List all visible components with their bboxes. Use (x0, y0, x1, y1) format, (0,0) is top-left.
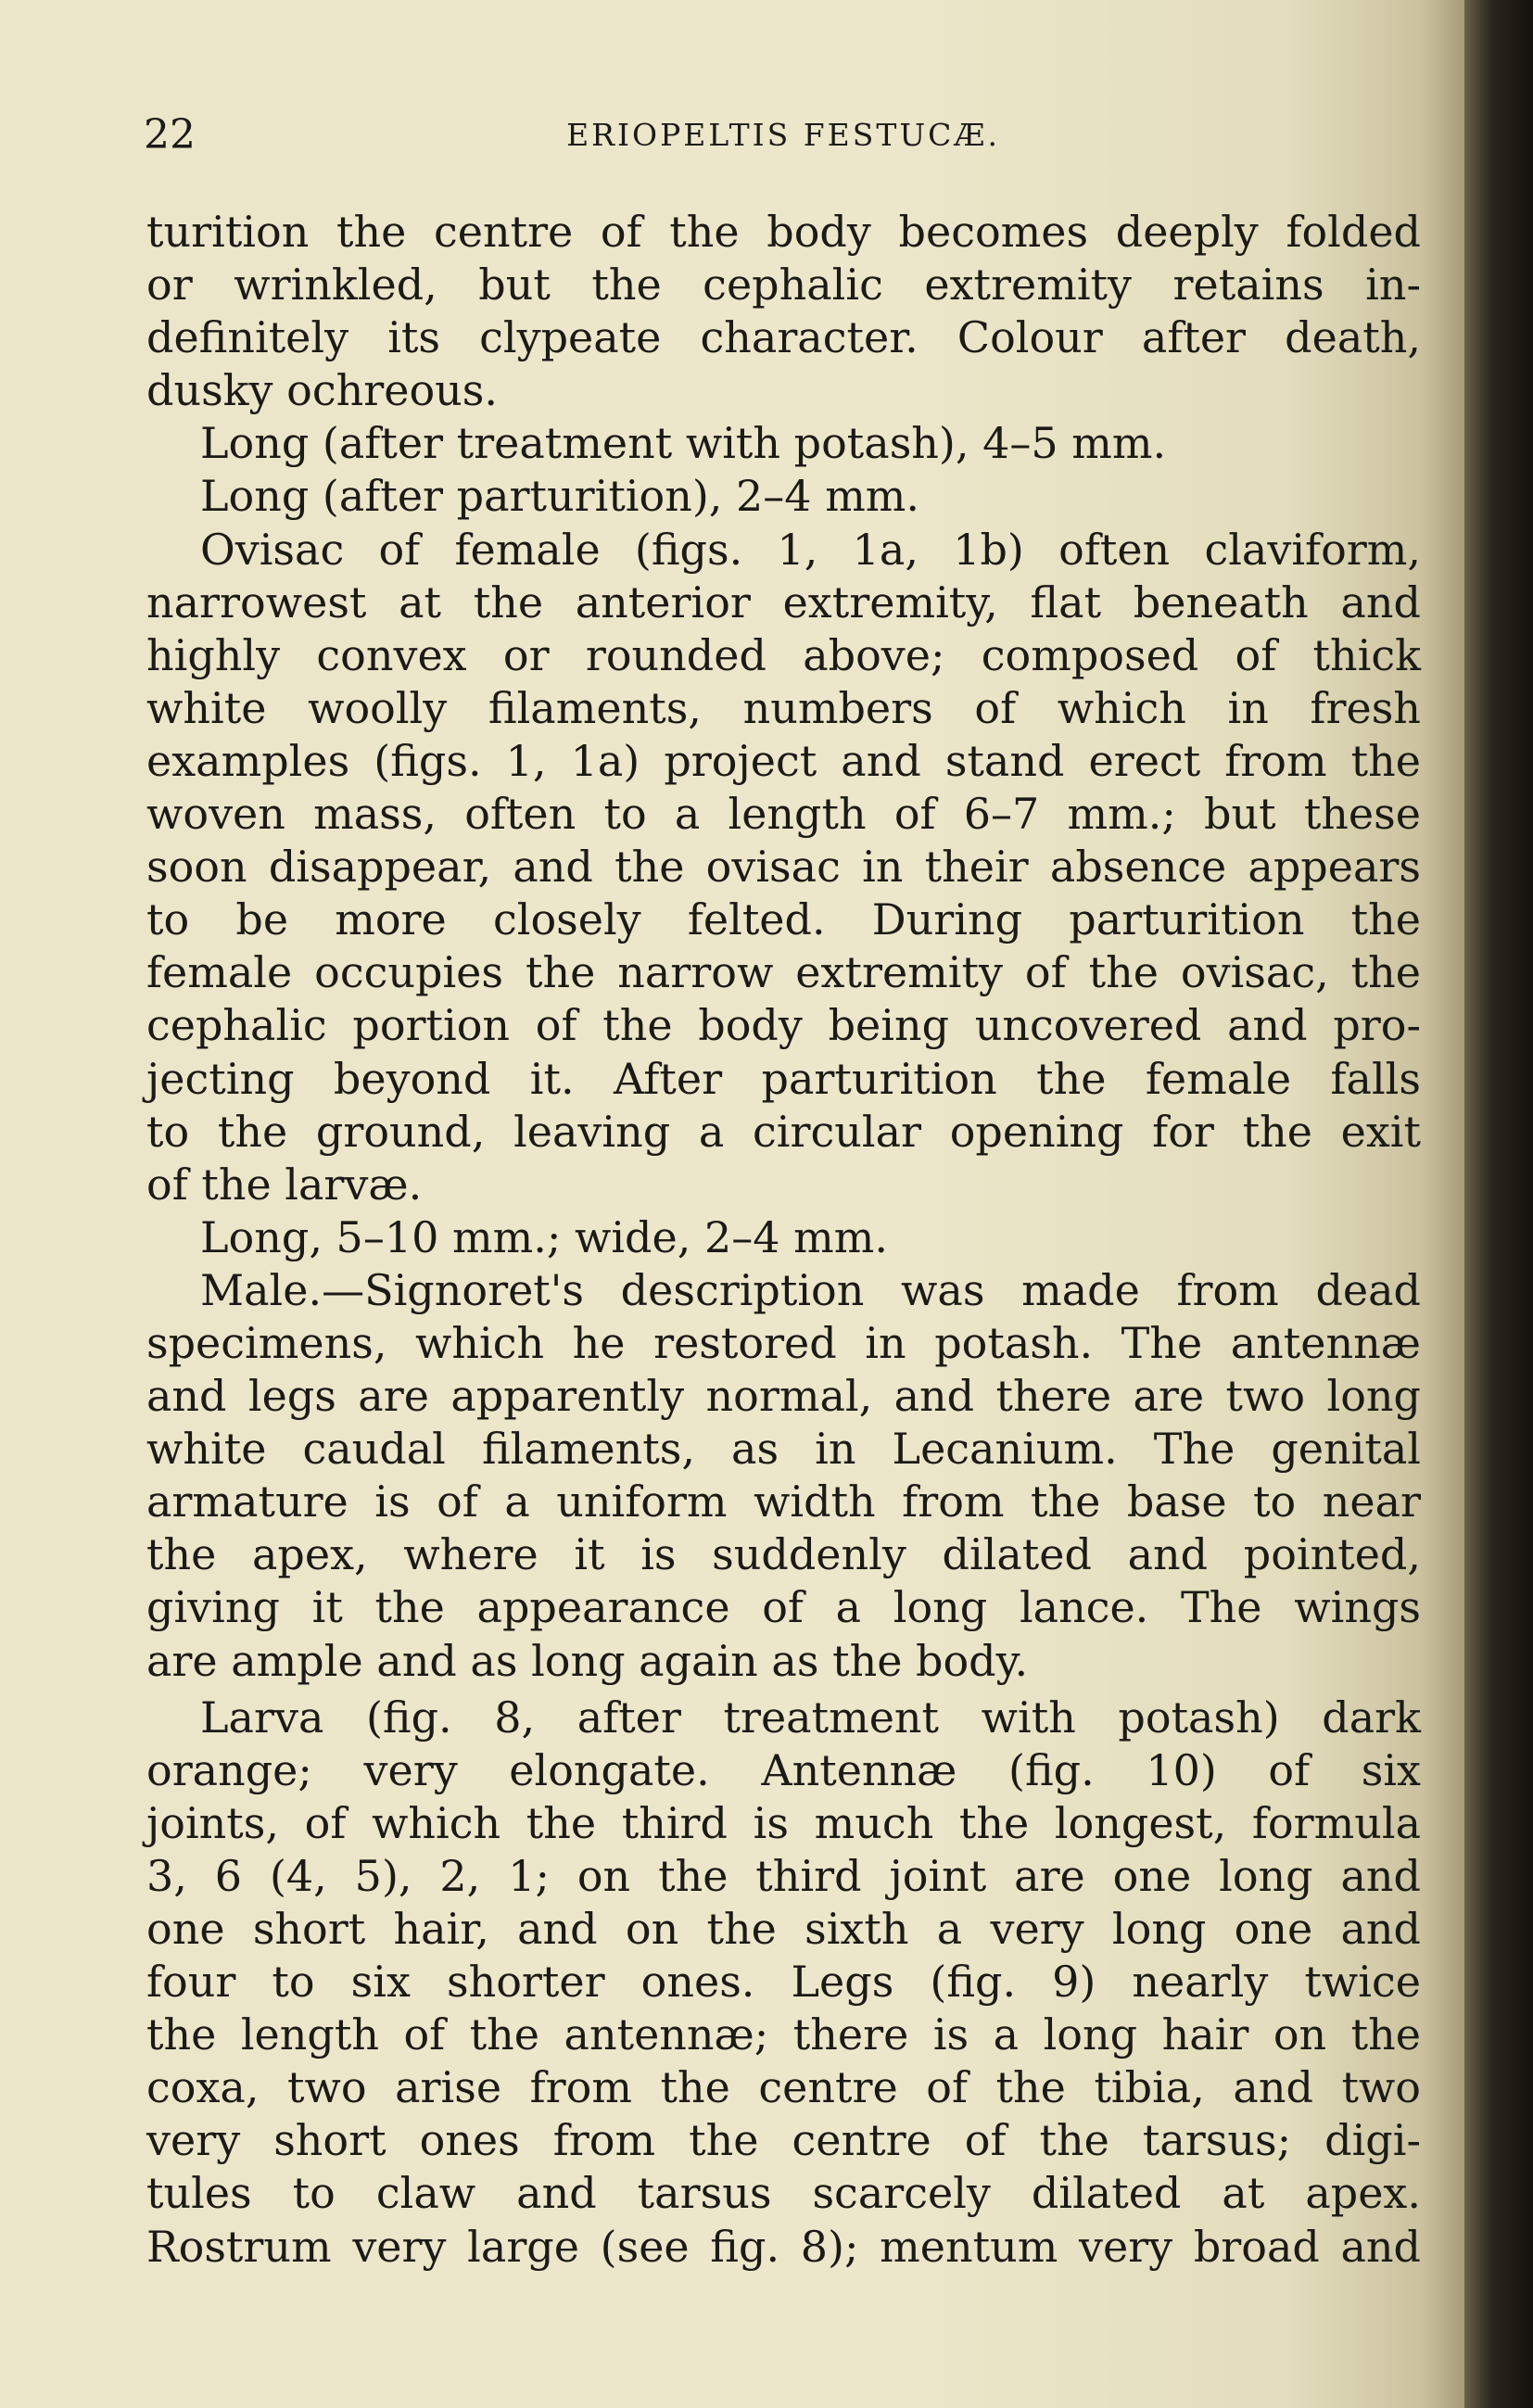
text-line: coxa, two arise from the centre of the tibia, and two (146, 2062, 1421, 2113)
page-number: 22 (144, 111, 196, 158)
text-line: Male.—Signoret's description was made from dead (200, 1264, 1421, 1315)
text-line: giving it the appearance of a long lance. The wings (146, 1582, 1421, 1633)
running-title: ERIOPELTIS FESTUCÆ. (566, 117, 1000, 153)
text-line: Larva (fig. 8, after treatment with potash) dark (200, 1692, 1421, 1743)
text-line: female occupies the narrow extremity of the ovisac, the (146, 947, 1421, 998)
text-line: specimens, which he restored in potash. The antennæ (146, 1317, 1421, 1368)
text-line: very short ones from the centre of the tarsus; digi- (146, 2115, 1421, 2166)
text-line: to the ground, leaving a circular opening for the exit (146, 1106, 1421, 1157)
text-line: dusky ochreous. (146, 365, 499, 416)
text-line: Long (after parturition), 2–4 mm. (200, 471, 920, 522)
text-line: woven mass, often to a length of 6–7 mm.; but these (146, 789, 1421, 840)
page-header (144, 111, 1423, 167)
text-line: tules to claw and tarsus scarcely dilated at apex. (146, 2168, 1421, 2219)
page-edge-shadow (1464, 0, 1533, 2408)
text-line: or wrinkled, but the cephalic extremity retains in- (146, 260, 1421, 311)
text-line: turition the centre of the body becomes deeply folded (146, 207, 1421, 257)
text-line: narrowest at the anterior extremity, flat beneath and (146, 577, 1421, 627)
text-line: white caudal filaments, as in Lecanium. The genital (146, 1424, 1421, 1475)
text-line: Long (after treatment with potash), 4–5 mm. (200, 418, 1167, 469)
text-line: and legs are apparently normal, and there are two long (146, 1371, 1421, 1422)
text-line: definitely its clypeate character. Colour after death, (146, 312, 1421, 363)
text-line: the length of the antennæ; there is a long hair on the (146, 2009, 1421, 2060)
text-line: Rostrum very large (see fig. 8); mentum very broad and (146, 2221, 1421, 2272)
text-line: joints, of which the third is much the longest, formula (146, 1797, 1421, 1848)
text-line: of the larvæ. (146, 1159, 423, 1210)
body-text (146, 206, 1421, 2274)
text-line: cephalic portion of the body being uncovered and pro- (146, 1000, 1421, 1051)
text-line: the apex, where it is suddenly dilated and pointed, (146, 1529, 1421, 1580)
text-line: orange; very elongate. Antennæ (fig. 10) of six (146, 1744, 1421, 1795)
text-line: armature is of a uniform width from the base to near (146, 1476, 1421, 1527)
text-line: highly convex or rounded above; composed of thick (146, 629, 1421, 680)
text-line: four to six shorter ones. Legs (fig. 9) nearly twice (146, 1957, 1421, 2008)
text-line: to be more closely felted. During parturition the (146, 894, 1421, 945)
text-line: one short hair, and on the sixth a very long one and (146, 1904, 1421, 1954)
text-line: white woolly filaments, numbers of which in fresh (146, 682, 1421, 733)
text-line: Long, 5–10 mm.; wide, 2–4 mm. (200, 1211, 888, 1262)
text-line: jecting beyond it. After parturition the female falls (146, 1053, 1421, 1104)
text-line: are ample and as long again as the body. (146, 1635, 1029, 1686)
text-line: 3, 6 (4, 5), 2, 1; on the third joint are one long and (146, 1850, 1421, 1901)
text-line: soon disappear, and the ovisac in their absence appears (146, 842, 1421, 893)
text-line: Ovisac of female (figs. 1, 1a, 1b) often claviform, (200, 524, 1421, 575)
text-line: examples (figs. 1, 1a) project and stand erect from the (146, 735, 1421, 786)
